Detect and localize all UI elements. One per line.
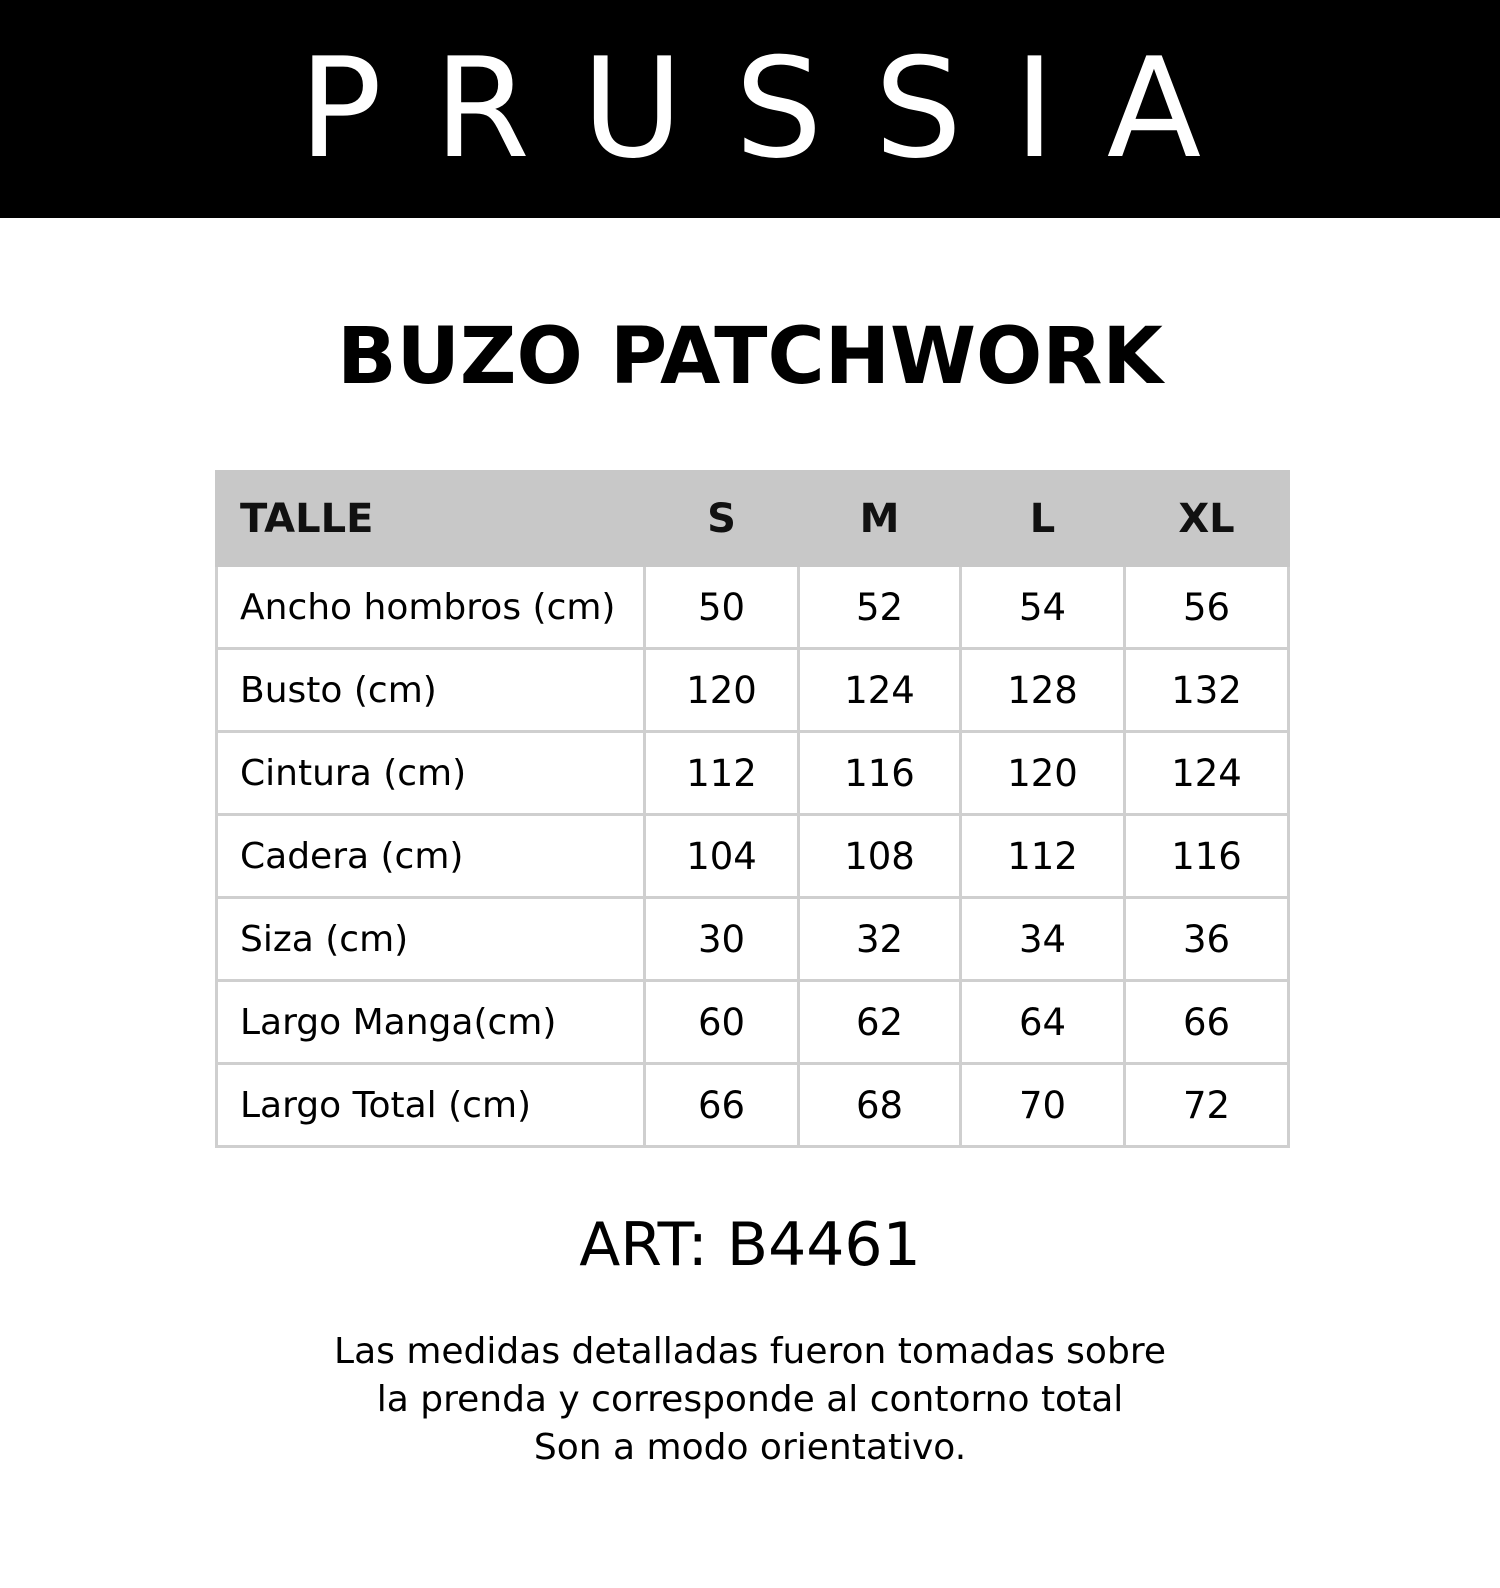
- product-title: BUZO PATCHWORK: [337, 312, 1163, 402]
- table-cell: 32: [799, 898, 961, 981]
- table-cell: 70: [961, 1064, 1125, 1147]
- table-cell: 132: [1125, 649, 1289, 732]
- table-row: [217, 898, 1289, 981]
- table-cell: 66: [645, 1064, 799, 1147]
- table-row: [217, 566, 1289, 649]
- size-chart-table: [215, 470, 1290, 1148]
- row-label: Cadera (cm): [217, 815, 645, 898]
- table-cell: 124: [1125, 732, 1289, 815]
- brand-header: [0, 0, 1500, 218]
- table-cell: 64: [961, 981, 1125, 1064]
- table-cell: 50: [645, 566, 799, 649]
- table-cell: 66: [1125, 981, 1289, 1064]
- table-row: [217, 815, 1289, 898]
- table-row: [217, 649, 1289, 732]
- header-size-m: M: [799, 472, 961, 566]
- table-header-row: [217, 472, 1289, 566]
- header-size-s: S: [645, 472, 799, 566]
- disclaimer-line: la prenda y corresponde al contorno total: [376, 1379, 1124, 1420]
- row-label: Ancho hombros (cm): [217, 566, 645, 649]
- table-row: [217, 1064, 1289, 1147]
- table-cell: 30: [645, 898, 799, 981]
- table-cell: 116: [1125, 815, 1289, 898]
- row-label: Busto (cm): [217, 649, 645, 732]
- table-cell: 34: [961, 898, 1125, 981]
- row-label: Cintura (cm): [217, 732, 645, 815]
- table-cell: 52: [799, 566, 961, 649]
- table-row: [217, 981, 1289, 1064]
- disclaimer-line: Son a modo orientativo.: [533, 1427, 967, 1468]
- table-cell: 56: [1125, 566, 1289, 649]
- brand-logo-text: PRUSSIA: [298, 28, 1254, 189]
- table-cell: 104: [645, 815, 799, 898]
- table-cell: 124: [799, 649, 961, 732]
- table-cell: 128: [961, 649, 1125, 732]
- table-cell: 62: [799, 981, 961, 1064]
- header-size-label: TALLE: [217, 472, 645, 566]
- header-size-l: L: [961, 472, 1125, 566]
- table-cell: 116: [799, 732, 961, 815]
- article-code: ART: B4461: [579, 1210, 921, 1280]
- table-cell: 68: [799, 1064, 961, 1147]
- table-cell: 54: [961, 566, 1125, 649]
- row-label: Largo Total (cm): [217, 1064, 645, 1147]
- table-cell: 60: [645, 981, 799, 1064]
- table-cell: 120: [645, 649, 799, 732]
- table-cell: 36: [1125, 898, 1289, 981]
- row-label: Largo Manga(cm): [217, 981, 645, 1064]
- table-cell: 112: [961, 815, 1125, 898]
- measurement-disclaimer: [0, 1328, 1500, 1472]
- row-label: Siza (cm): [217, 898, 645, 981]
- table-row: [217, 732, 1289, 815]
- table-cell: 108: [799, 815, 961, 898]
- table-cell: 112: [645, 732, 799, 815]
- disclaimer-line: Las medidas detalladas fueron tomadas sobre: [334, 1331, 1166, 1372]
- header-size-xl: XL: [1125, 472, 1289, 566]
- table-cell: 120: [961, 732, 1125, 815]
- table-cell: 72: [1125, 1064, 1289, 1147]
